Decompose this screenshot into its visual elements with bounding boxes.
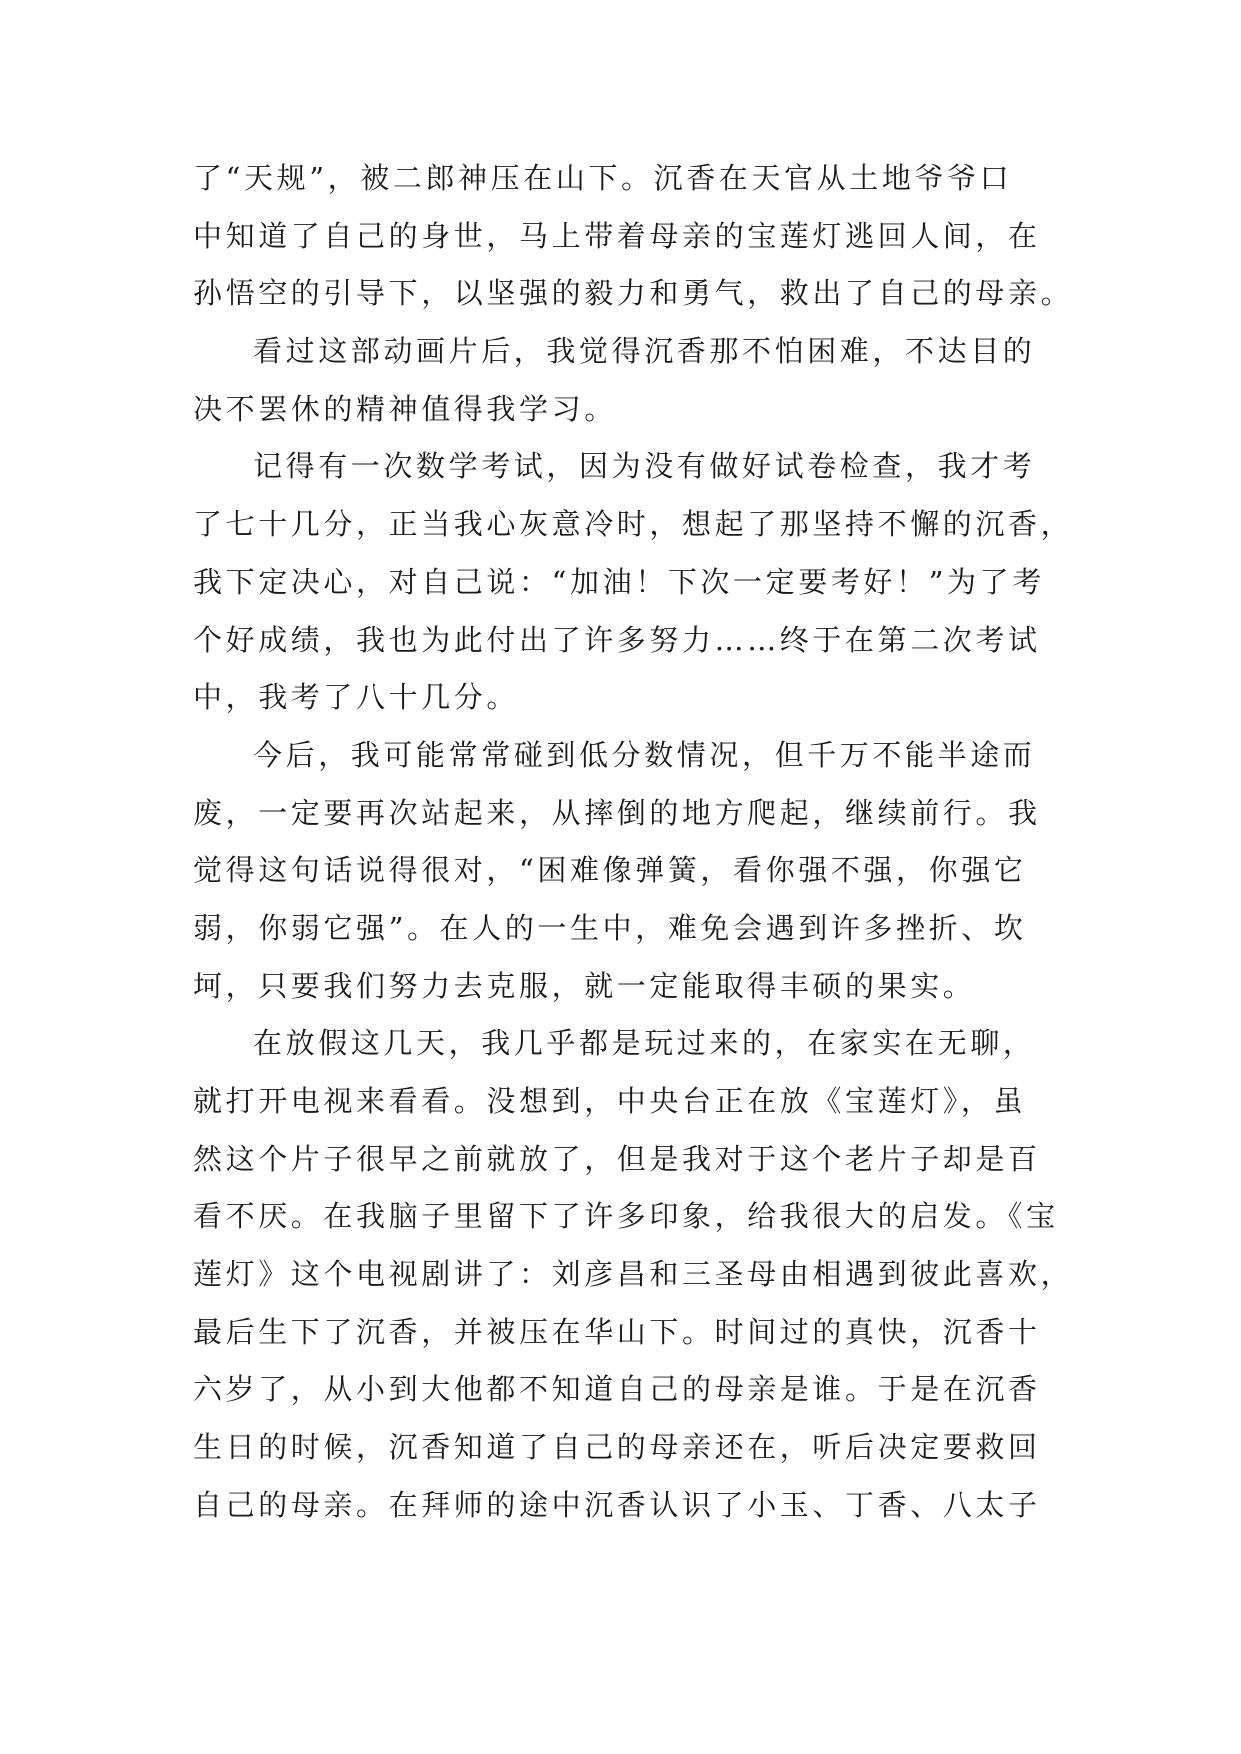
text-line: 就打开电视来看看。没想到，中央台正在放《宝莲灯》，虽 bbox=[193, 1084, 1027, 1118]
text-line: 看不厌。在我脑子里留下了许多印象，给我很大的启发。《宝 bbox=[193, 1199, 1059, 1234]
text-line: 最后生下了沉香，并被压在华山下。时间过的真快，沉香十 bbox=[193, 1314, 1041, 1349]
document-body bbox=[193, 150, 1074, 1535]
text-line: 我下定决心，对自己说：“加油！下次一定要考好！”为了考 bbox=[193, 564, 1045, 599]
text-line: 生日的时候，沉香知道了自己的母亲还在，听后决定要救回 bbox=[193, 1430, 1041, 1465]
paragraph-first-line: 在放假这几天，我几乎都是玩过来的，在家实在无聊， bbox=[253, 1026, 1036, 1061]
text-line: 莲灯》这个电视剧讲了：刘彦昌和三圣母由相遇到彼此喜欢， bbox=[193, 1257, 1074, 1292]
text-line: 然这个片子很早之前就放了，但是我对于这个老片子却是百 bbox=[193, 1141, 1041, 1176]
paragraph-first-line: 记得有一次数学考试，因为没有做好试卷检查，我才考 bbox=[253, 449, 1036, 484]
text-line: 孙悟空的引导下，以坚强的毅力和勇气，救出了自己的母亲。 bbox=[193, 276, 1074, 311]
text-line: 决不罢休的精神值得我学习。 bbox=[193, 391, 617, 426]
text-line: 六岁了，从小到大他都不知道自己的母亲是谁。于是在沉香 bbox=[193, 1372, 1041, 1407]
paragraph-first-line: 看过这部动画片后，我觉得沉香那不怕困难，不达目的 bbox=[253, 334, 1036, 369]
text-line: 中，我考了八十几分。 bbox=[193, 680, 520, 715]
text-line: 个好成绩，我也为此付出了许多努力……终于在第二次考试 bbox=[193, 622, 1041, 657]
text-line: 坷，只要我们努力去克服，就一定能取得丰硕的果实。 bbox=[193, 968, 976, 1003]
text-line: 弱，你弱它强”。在人的一生中，难免会遇到许多挫折、坎 bbox=[193, 910, 1027, 945]
paragraph-first-line: 今后，我可能常常碰到低分数情况，但千万不能半途而 bbox=[253, 737, 1036, 772]
text-line: 觉得这句话说得很对，“困难像弹簧，看你强不强，你强它 bbox=[193, 853, 1027, 888]
text-line: 了“天规”，被二郎神压在山下。沉香在天官从土地爷爷口 bbox=[193, 161, 1013, 195]
text-line: 废，一定要再次站起来，从摔倒的地方爬起，继续前行。我 bbox=[193, 795, 1041, 830]
text-line: 了七十几分，正当我心灰意冷时，想起了那坚持不懈的沉香， bbox=[193, 507, 1074, 542]
text-line: 中知道了自己的身世，马上带着母亲的宝莲灯逃回人间，在 bbox=[193, 218, 1041, 253]
text-line: 自己的母亲。在拜师的途中沉香认识了小玉、丁香、八太子 bbox=[193, 1487, 1041, 1522]
